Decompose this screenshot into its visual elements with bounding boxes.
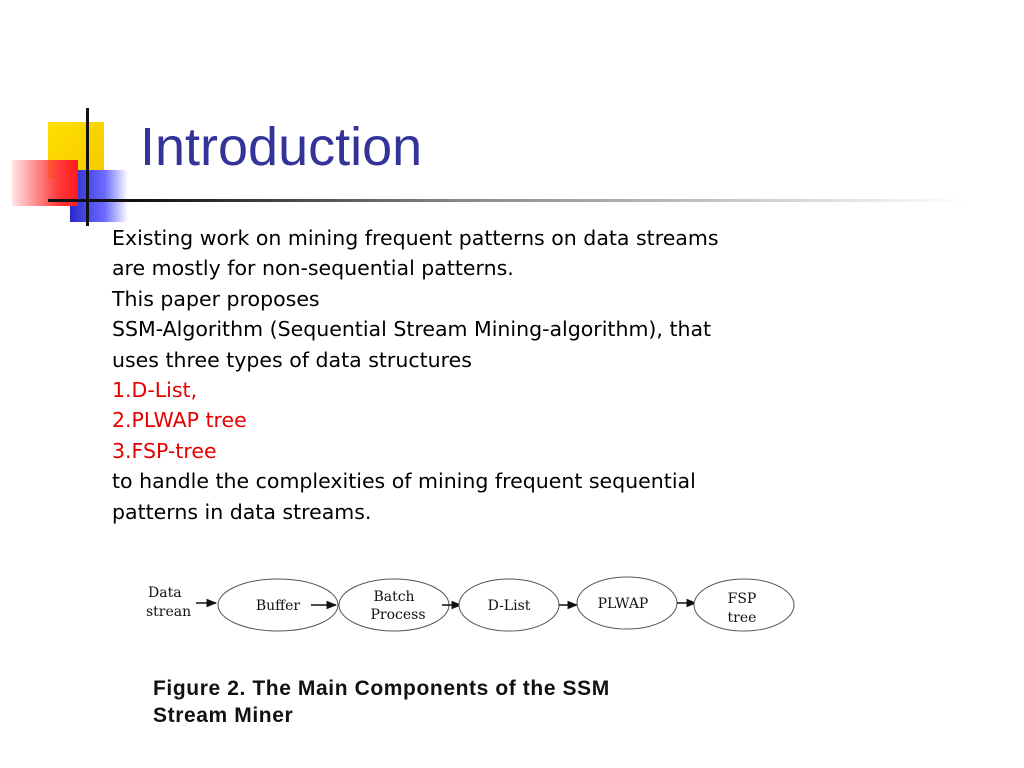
pipeline-diagram xyxy=(140,575,810,645)
ornament-vertical-line xyxy=(86,108,89,226)
body-line: are mostly for non-sequential patterns. xyxy=(112,256,514,281)
body-text xyxy=(112,223,812,527)
slide-title: Introduction xyxy=(140,117,423,177)
body-line: to handle the complexities of mining frequent sequential xyxy=(112,469,696,494)
node-batch-process xyxy=(339,579,449,631)
body-line: uses three types of data structures xyxy=(112,347,472,372)
input-label-line2: strean xyxy=(146,604,192,620)
node-plwap-label: PLWAP xyxy=(597,596,649,612)
body-line: Existing work on mining frequent patterns on data streams xyxy=(112,226,719,250)
node-fsp-tree-label-line1: FSP xyxy=(727,591,757,607)
node-batch-process-label-line2: Process xyxy=(370,607,426,623)
data-structure-item: 3.FSP-tree xyxy=(112,438,217,463)
input-label-line1: Data xyxy=(148,585,182,601)
figure-caption xyxy=(153,675,813,729)
node-batch-process-label-line1: Batch xyxy=(373,589,415,605)
figure-caption-line1: Figure 2. The Main Components of the SSM xyxy=(153,677,610,700)
figure-caption-line2: Stream Miner xyxy=(153,704,294,727)
body-line: patterns in data streams. xyxy=(112,499,372,524)
ornament-blue-square xyxy=(70,170,128,222)
data-structure-item: 2.PLWAP tree xyxy=(112,408,247,433)
node-fsp-tree-label-line2: tree xyxy=(727,610,757,626)
data-structure-item: 1.D-List, xyxy=(112,378,198,403)
node-buffer-label: Buffer xyxy=(255,598,301,614)
node-d-list-label: D-List xyxy=(487,598,531,614)
title-underline xyxy=(48,199,968,202)
body-line: SSM-Algorithm (Sequential Stream Mining-algorithm), that xyxy=(112,317,712,342)
body-line: This paper proposes xyxy=(112,286,320,311)
